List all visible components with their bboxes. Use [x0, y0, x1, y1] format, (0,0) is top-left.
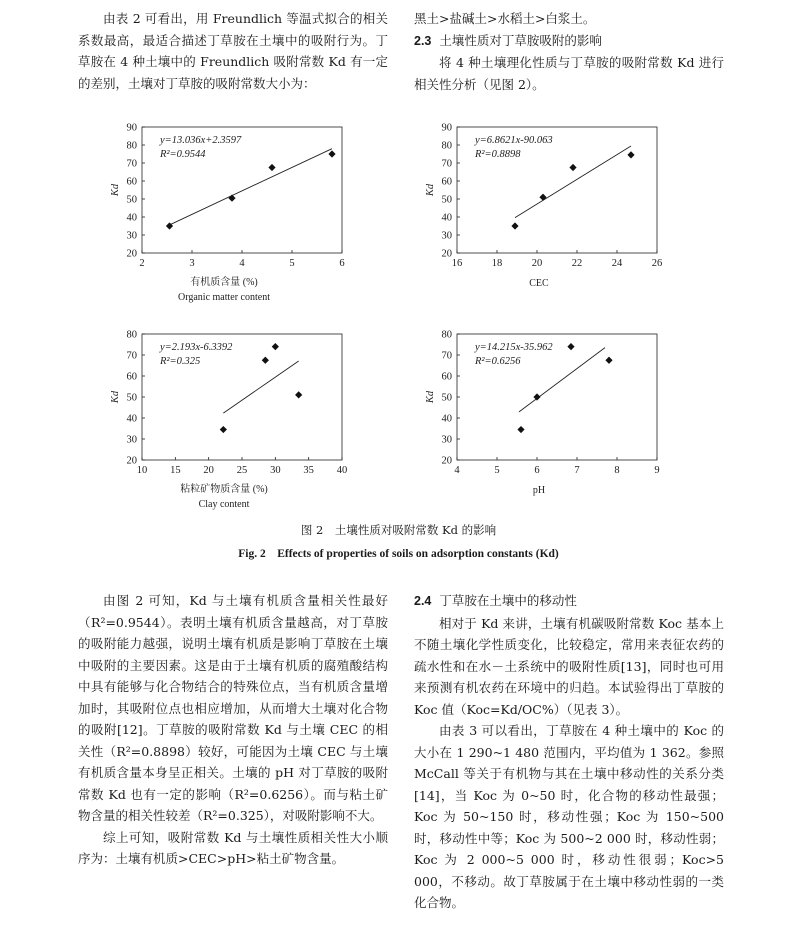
- y-tick-label: 80: [441, 140, 452, 152]
- y-tick-label: 50: [441, 392, 452, 404]
- data-point: [567, 343, 574, 350]
- x-tick-label: 26: [651, 258, 663, 269]
- data-point: [328, 150, 335, 157]
- r-squared-label: R²=0.325: [160, 356, 201, 367]
- y-tick-label: 20: [441, 248, 452, 260]
- y-axis-label: Kd: [425, 390, 436, 404]
- r-squared-label: R²=0.9544: [160, 149, 206, 160]
- x-axis-label-en: Clay content: [198, 499, 250, 510]
- x-tick-label: 5: [289, 258, 295, 269]
- x-tick-label: 10: [136, 465, 148, 476]
- mobility-paragraph: 由表 3 可以看出，丁草胺在 4 种土壤中的 Koc 的大小在 1 290~1 480 范围内，平均值为 1 362。参照 McCall 等关于有机物与其在土壤中移动性的关系分类[14]，当 Koc 为 0~50 时，化合物的移动性最强；Koc 为 50~150 时，移动性强；Koc 为 150~500 时，移动性中等；Koc 为 500~2 000 时，移动性弱；Koc 为 2 000~5 000 时，移动性很弱；Koc>5 000，不移动。故丁草胺属于在土壤中移动性弱的一类化合物。: [414, 723, 724, 910]
- y-tick-label: 80: [126, 140, 137, 152]
- data-point: [627, 151, 634, 158]
- x-tick-label: 20: [203, 465, 214, 476]
- y-tick-label: 60: [441, 176, 452, 188]
- x-tick-label: 8: [614, 465, 620, 476]
- x-axis-label-en: CEC: [529, 278, 549, 289]
- bottom-right-column: [414, 590, 724, 914]
- figure-caption-en: Fig. 2 Effects of properties of soils on adsorption constants (Kd): [238, 548, 559, 560]
- regression-line: [223, 361, 298, 413]
- x-tick-label: 3: [189, 258, 195, 269]
- data-point: [605, 357, 612, 364]
- y-tick-label: 70: [441, 158, 452, 170]
- y-tick-label: 90: [441, 122, 452, 134]
- y-axis-label: Kd: [425, 183, 436, 197]
- y-axis-label: Kd: [110, 183, 121, 197]
- section-heading-2-3: [414, 30, 724, 53]
- x-tick-label: 16: [451, 258, 463, 269]
- regression-line: [170, 149, 333, 225]
- x-tick-label: 20: [531, 258, 543, 269]
- x-tick-label: 6: [339, 258, 345, 269]
- y-tick-label: 70: [126, 158, 137, 170]
- x-tick-label: 7: [574, 465, 580, 476]
- x-tick-label: 2: [139, 258, 145, 269]
- x-tick-label: 22: [571, 258, 583, 269]
- chart-clay-content: [90, 322, 390, 522]
- summary-paragraph: 综上可知，吸附常数 Kd 与土壤性质相关性大小顺序为：土壤有机质>CEC>pH>粘土矿物含量。: [78, 829, 388, 866]
- y-tick-label: 90: [126, 122, 137, 134]
- intro-paragraph: 由表 2 可看出，用 Freundlich 等温式拟合的相关系数最高，最适合描述丁草胺在土壤中的吸附行为。丁草胺在 4 种土壤中的 Freundlich 吸附常数 Kd 有一定的差别，土壤对丁草胺的吸附常数大小为：: [78, 11, 388, 91]
- soil-ranking-line: 黑土>盐碱土>水稻土>白浆土。: [414, 11, 596, 26]
- data-point: [220, 426, 227, 433]
- x-tick-label: 6: [534, 465, 540, 476]
- y-tick-label: 30: [441, 434, 452, 446]
- y-tick-label: 60: [441, 371, 452, 383]
- section-heading-2-4: [414, 590, 724, 613]
- data-point: [295, 391, 302, 398]
- y-tick-label: 70: [126, 350, 137, 362]
- x-axis-label-cn: 粘粒矿物质含量 (%): [180, 484, 268, 495]
- section-title: 丁草胺在土壤中的移动性: [439, 593, 577, 608]
- x-tick-label: 25: [236, 465, 248, 476]
- y-tick-label: 50: [126, 392, 137, 404]
- chart-ph: [405, 322, 705, 522]
- x-tick-label: 24: [611, 258, 623, 269]
- x-axis-label-cn: 有机质含量 (%): [190, 277, 258, 288]
- y-tick-label: 50: [441, 194, 452, 206]
- regression-equation: y=6.8621x-90.063: [475, 135, 553, 146]
- top-right-column: [414, 8, 724, 95]
- y-tick-label: 70: [441, 350, 452, 362]
- data-point: [228, 195, 235, 202]
- results-paragraph: 由图 2 可知，Kd 与土壤有机质含量相关性最好（R²=0.9544）。表明土壤有机质含量越高，对丁草胺的吸附能力越强，说明土壤有机质是影响丁草胺在土壤中吸附的主要因素。这是由于土壤有机质的腐殖酸结构中具有能够与化合物结合的特殊位点，当有机质含量增加时，其吸附位点也相应增加，从而增大土壤对化合物的吸附[12]。丁草胺的吸附常数 Kd 与土壤 CEC 的相关性（R²=0.8898）较好，可能因为土壤 CEC 与土壤有机质含量本身呈正相关。土壤的 pH 对丁草胺的吸附常数 Kd 也有一定的影响（R²=0.6256）。而与粘土矿物含量的相关性较差（R²=0.325），对吸附影响不大。: [78, 593, 388, 823]
- y-tick-label: 80: [126, 329, 137, 341]
- regression-equation: y=13.036x+2.3597: [160, 135, 242, 146]
- regression-equation: y=14.215x-35.962: [475, 342, 553, 353]
- regression-equation: y=2.193x-6.3392: [160, 342, 233, 353]
- x-tick-label: 30: [270, 465, 281, 476]
- x-tick-label: 15: [170, 465, 181, 476]
- data-point: [533, 393, 540, 400]
- y-tick-label: 80: [441, 329, 452, 341]
- x-tick-label: 4: [454, 465, 460, 476]
- x-tick-label: 4: [239, 258, 245, 269]
- data-point: [511, 222, 518, 229]
- y-tick-label: 50: [126, 194, 137, 206]
- regression-line: [519, 348, 605, 412]
- y-tick-label: 40: [441, 212, 452, 224]
- y-tick-label: 40: [126, 212, 137, 224]
- y-tick-label: 20: [126, 455, 137, 467]
- section-number: 2.3: [414, 33, 432, 48]
- x-axis-label-en: pH: [532, 485, 546, 496]
- y-tick-label: 30: [441, 230, 452, 242]
- section-2-3-paragraph: 将 4 种土壤理化性质与丁草胺的吸附常数 Kd 进行相关性分析（见图 2）。: [414, 55, 724, 92]
- koc-paragraph: 相对于 Kd 来讲，土壤有机碳吸附常数 Koc 基本上不随土壤化学性质变化，比较稳定，常用来表征农药的疏水性和在水－土系统中的吸附性质[13]，同时也可用来预测有机农药在环境中的归趋。本试验得出丁草胺的 Koc 值（Koc=Kd/OC%）（见表 3）。: [414, 615, 724, 717]
- y-tick-label: 60: [126, 371, 137, 383]
- x-tick-label: 9: [654, 465, 660, 476]
- x-tick-label: 35: [303, 465, 314, 476]
- y-tick-label: 30: [126, 230, 137, 242]
- y-tick-label: 20: [441, 455, 452, 467]
- figure-caption-cn: 图 2 土壤性质对吸附常数 Kd 的影响: [300, 523, 497, 537]
- y-tick-label: 60: [126, 176, 137, 188]
- x-tick-label: 18: [491, 258, 503, 269]
- y-tick-label: 20: [126, 248, 137, 260]
- top-left-column: [78, 8, 388, 94]
- data-point: [517, 426, 524, 433]
- y-axis-label: Kd: [110, 390, 121, 404]
- regression-line: [515, 146, 631, 218]
- y-tick-label: 30: [126, 434, 137, 446]
- section-title: 土壤性质对丁草胺吸附的影响: [439, 32, 602, 48]
- data-point: [539, 194, 546, 201]
- bottom-left-column: [78, 590, 388, 870]
- r-squared-label: R²=0.6256: [475, 356, 521, 367]
- section-number: 2.4: [414, 594, 432, 608]
- data-point: [569, 164, 576, 171]
- chart-organic-matter: [90, 115, 390, 315]
- y-tick-label: 40: [126, 413, 137, 425]
- y-tick-label: 40: [441, 413, 452, 425]
- data-point: [268, 164, 275, 171]
- x-tick-label: 5: [494, 465, 500, 476]
- x-tick-label: 40: [336, 465, 348, 476]
- r-squared-label: R²=0.8898: [475, 149, 521, 160]
- data-point: [272, 343, 279, 350]
- chart-cec: [405, 115, 705, 315]
- x-axis-label-en: Organic matter content: [177, 292, 271, 303]
- data-point: [262, 357, 269, 364]
